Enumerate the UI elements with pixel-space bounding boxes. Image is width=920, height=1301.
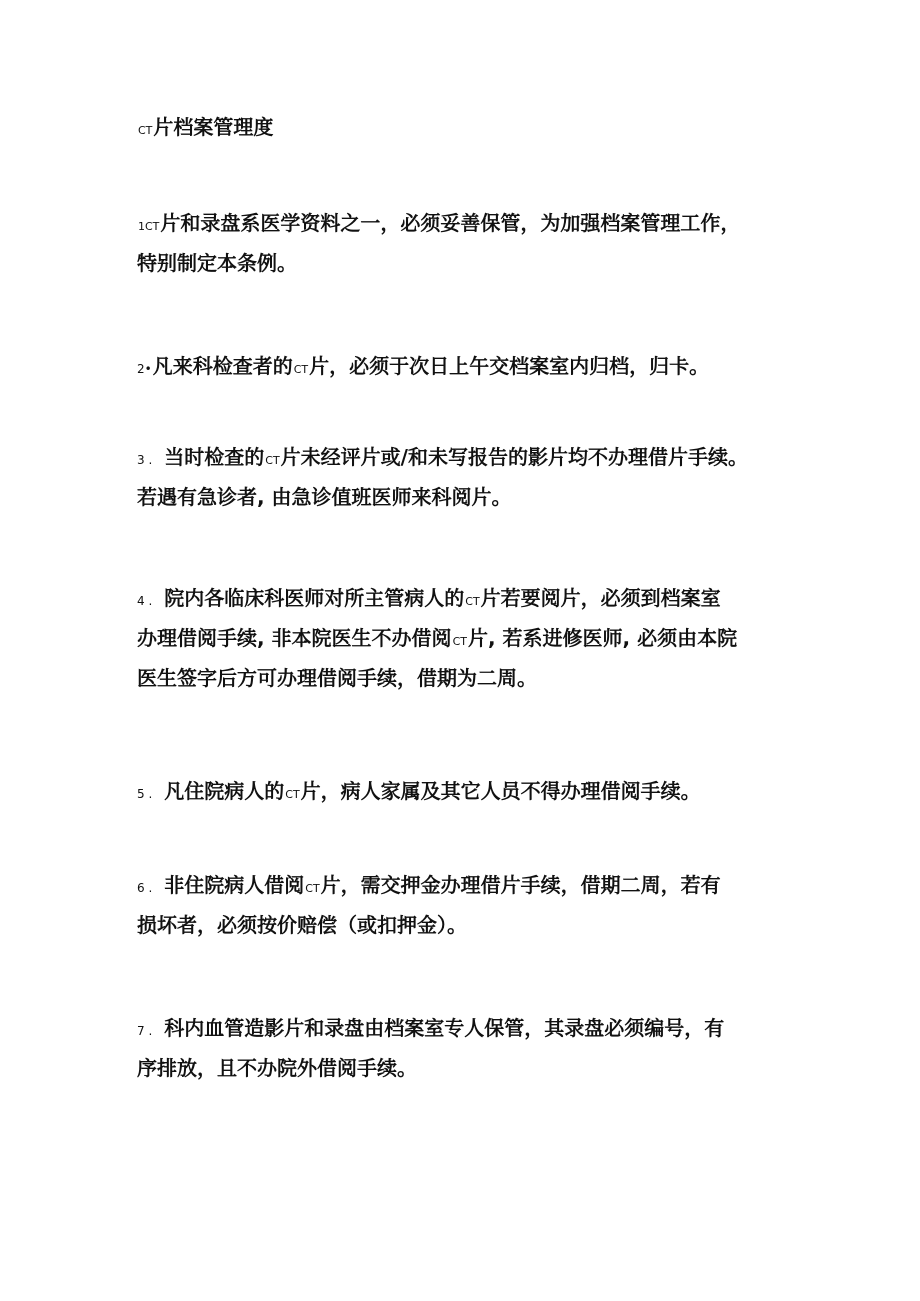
paragraph-7-number: 7 .: [137, 1024, 153, 1038]
paragraph-1-line-1: [137, 205, 807, 245]
paragraph-6-line-1-b: 片，需交押金办理借片手续，借期二周，若有: [320, 873, 721, 897]
paragraph-4-line-2: [137, 620, 807, 660]
paragraph-2-line-1: [137, 348, 807, 388]
paragraph-3-line-1-a: 当时检查的: [164, 445, 265, 469]
paragraph-3: [137, 439, 807, 516]
paragraph-7-line-1: [137, 1010, 807, 1050]
paragraph-1-line-1-text: 片和录盘系医学资料之一，必须妥善保管，为加强档案管理工作，: [160, 211, 741, 235]
paragraph-4-number: 4 .: [137, 594, 153, 608]
paragraph-6-line-1-a: 非住院病人借阅: [164, 873, 305, 897]
paragraph-5-ct: CT: [285, 788, 300, 801]
title-text: 片档案管理度: [153, 115, 274, 139]
paragraph-4-line-1-a: 院内各临床科医师对所主管病人的: [164, 586, 465, 610]
paragraph-3-line-1-b: 片未经评片或/和未写报告的影片均不办理借片手续。: [280, 445, 748, 469]
paragraph-4-line-1-b: 片若要阅片，必须到档案室: [480, 586, 721, 610]
paragraph-5-line-1: [137, 773, 807, 813]
paragraph-2-line-1-a: 凡来科检查者的: [152, 354, 293, 378]
paragraph-3-line-2: 若遇有急诊者, 由急诊值班医师来科阅片。: [137, 485, 512, 509]
paragraph-1-line-2: 特别制定本条例。: [137, 251, 297, 275]
document-title: [137, 112, 273, 146]
paragraph-4-line-2-a: 办理借阅手续, 非本院医生不办借阅: [137, 626, 452, 650]
paragraph-3-line-1: [137, 439, 807, 479]
paragraph-2-ct: CT: [293, 363, 309, 376]
paragraph-3-number: 3 .: [137, 453, 153, 467]
paragraph-6-number: 6 .: [137, 881, 153, 895]
paragraph-5-line-1-a: 凡住院病人的: [164, 779, 285, 803]
paragraph-4-line-3: 医生签字后方可办理借阅手续，借期为二周。: [137, 666, 537, 690]
paragraph-5-number: 5 .: [137, 787, 153, 801]
paragraph-4-ct-2: CT: [452, 635, 467, 648]
paragraph-5-line-1-b: 片，病人家属及其它人员不得办理借阅手续。: [300, 779, 701, 803]
paragraph-5: [137, 773, 807, 813]
paragraph-6-ct: CT: [305, 882, 320, 895]
paragraph-4-line-2-b: 片, 若系进修医师, 必须由本院: [467, 626, 738, 650]
paragraph-3-ct: CT: [265, 454, 280, 467]
paragraph-2-line-1-b: 片，必须于次日上午交档案室内归档，归卡。: [309, 354, 710, 378]
title-ct-prefix: CT: [138, 124, 153, 137]
paragraph-7: [137, 1010, 807, 1087]
paragraph-7-line-2: 序排放，且不办院外借阅手续。: [137, 1056, 417, 1080]
paragraph-6-line-1: [137, 867, 807, 907]
paragraph-4-line-1: [137, 580, 807, 620]
paragraph-6: [137, 867, 807, 944]
paragraph-7-line-1-text: 科内血管造影片和录盘由档案室专人保管，其录盘必须编号，有: [164, 1016, 725, 1040]
paragraph-2-number: 2•: [137, 362, 152, 376]
paragraph-1: [137, 205, 807, 282]
paragraph-1-number: 1CT: [138, 220, 160, 233]
paragraph-2: [137, 348, 807, 388]
paragraph-4: [137, 580, 807, 697]
paragraph-4-ct-1: CT: [465, 595, 480, 608]
paragraph-6-line-2: 损坏者，必须按价赔偿（或扣押金）。: [137, 913, 467, 937]
